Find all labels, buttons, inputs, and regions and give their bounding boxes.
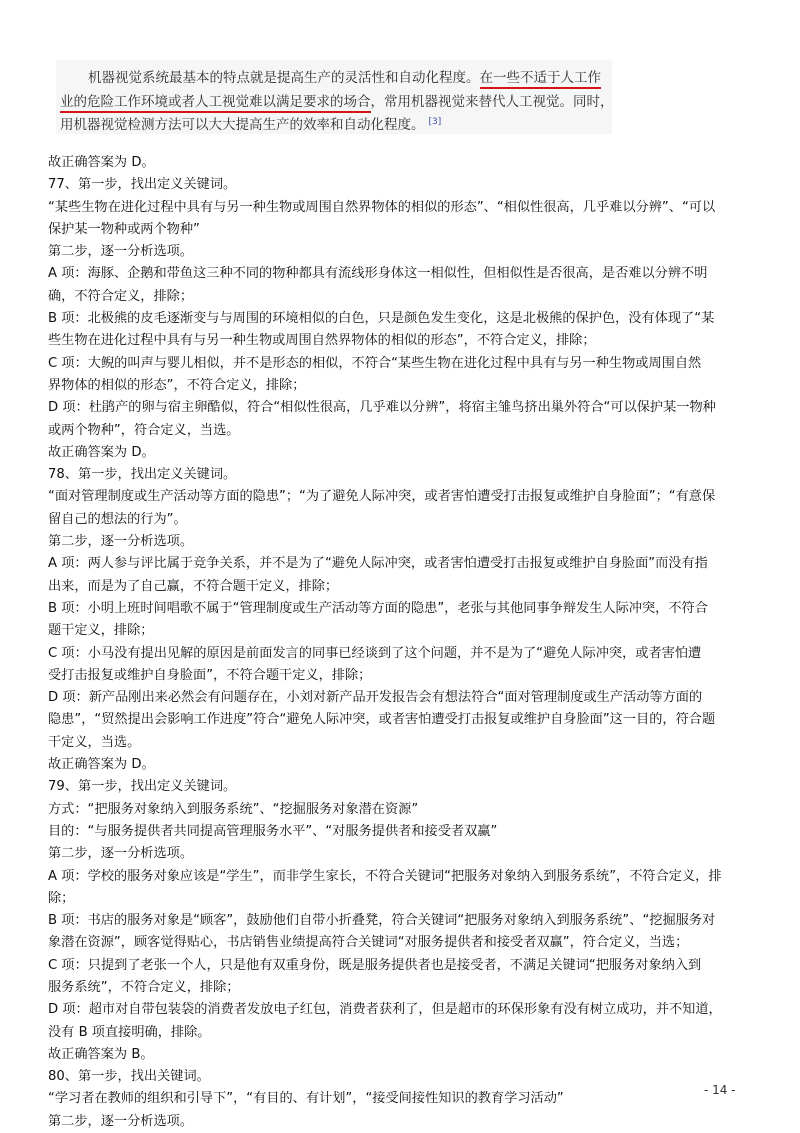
citation-marker[interactable]: [3] [428, 116, 442, 127]
text-line: D 项：超市对自带包装袋的消费者发放电子红包，消费者获利了，但是超市的环保形象有没有树立成功，并不知道， [48, 1002, 722, 1018]
text-line: 第二步，逐一分析选项。 [48, 1113, 194, 1129]
text-line: 除； [48, 890, 75, 906]
excerpt-text: ，常用机器视觉来替代人工视觉。同时， [370, 94, 614, 110]
text-line: 服务系统”，不符合定义，排除； [48, 979, 240, 995]
text-line: 78、第一步，找出定义关键词。 [48, 467, 237, 483]
text-line: 故正确答案为 D。 [48, 757, 155, 773]
text-line: 干定义，当选。 [48, 734, 141, 750]
text-line: 80、第一步，找出关键词。 [48, 1069, 210, 1085]
text-line: 隐患”，“贸然提出会影响工作进度”符合“避免人际冲突，或者害怕遭受打击报复或维护自身脸面”这一目的，符合题 [48, 712, 716, 728]
excerpt-text: 用机器视觉检测方法可以大大提高生产的效率和自动化程度。 [60, 117, 425, 133]
excerpt-line-3 [60, 113, 441, 133]
text-line: “某些生物在进化过程中具有与另一种生物或周围自然界物体的相似的形态”、“相似性很高，几乎难以分辨”、“可以 [48, 199, 716, 215]
text-line: D 项：杜鹃产的卵与宿主卵酷似，符合“相似性很高，几乎难以分辨”，将宿主雏鸟挤出巢外符合“可以保护某一物种 [48, 400, 716, 416]
text-line: C 项：只提到了老张一个人，只是他有双重身份，既是服务提供者也是接受者，不满足关键词“把服务对象纳入到 [48, 957, 702, 973]
text-line: 象潜在资源”，顾客觉得贴心，书店销售业绩提高符合关键词“对服务提供者和接受者双赢”，符合定义，当选； [48, 935, 689, 951]
text-line: 故正确答案为 B。 [48, 1046, 154, 1062]
text-line: “学习者在教师的组织和引导下”，“有目的、有计划”，“接受间接性知识的教育学习活动” [48, 1091, 564, 1107]
answer-explanations [48, 152, 760, 1133]
text-line: B 项：小明上班时间唱歌不属于“管理制度或生产活动等方面的隐患”，老张与其他同事争辩发生人际冲突，不符合 [48, 600, 708, 616]
text-line: 第二步，逐一分析选项。 [48, 534, 194, 550]
text-line: 没有 B 项直接明确，排除。 [48, 1024, 211, 1040]
text-line: A 项：海豚、企鹅和带鱼这三种不同的物种都具有流线形身体这一相似性，但相似性是否很高，是否难以分辨不明 [48, 266, 708, 282]
text-line: “面对管理制度或生产活动等方面的隐患”；“为了避免人际冲突，或者害怕遭受打击报复或维护自身脸面”；“有意保 [48, 489, 716, 505]
text-line: 些生物在进化过程中具有与另一种生物或周围自然界物体的相似的形态”，不符合定义，排除； [48, 333, 596, 349]
text-line: B 项：北极熊的皮毛逐渐变与与周围的环境相似的白色，只是颜色发生变化，这是北极熊的保护色，没有体现了“某 [48, 311, 715, 327]
page-number: - 14 - [704, 1083, 736, 1097]
text-line: 目的：“与服务提供者共同提高管理服务水平”、“对服务提供者和接受者双赢” [48, 823, 498, 839]
text-line: 79、第一步，找出定义关键词。 [48, 779, 237, 795]
text-line: C 项：大鲵的叫声与婴儿相似，并不是形态的相似，不符合“某些生物在进化过程中具有与另一种生物或周围自然 [48, 355, 702, 371]
text-line: 故正确答案为 D。 [48, 444, 155, 460]
text-line: B 项：书店的服务对象是“顾客”，鼓励他们自带小折叠凳，符合关键词“把服务对象纳入到服务系统”、“挖掘服务对 [48, 913, 716, 929]
text-line: 留自己的想法的行为”。 [48, 511, 187, 527]
text-line: 第二步，逐一分析选项。 [48, 846, 194, 862]
text-line: 界物体的相似的形态”，不符合定义，排除； [48, 377, 306, 393]
text-line: 77、第一步，找出定义关键词。 [48, 177, 237, 193]
text-line: C 项：小马没有提出见解的原因是前面发言的同事已经谈到了这个问题，并不是为了“避免人际冲突，或者害怕遭 [48, 645, 702, 661]
text-line: A 项：学校的服务对象应该是“学生”，而非学生家长，不符合关键词“把服务对象纳入到服务系统”，不符合定义，排 [48, 868, 722, 884]
text-line: 第二步，逐一分析选项。 [48, 244, 194, 260]
text-line: D 项：新产品刚出来必然会有问题存在，小刘对新产品开发报告会有想法符合“面对管理制度或生产活动等方面的 [48, 690, 703, 706]
excerpt-line-2 [60, 90, 614, 110]
text-line: A 项：两人参与评比属于竞争关系，并不是为了“避免人际冲突，或者害怕遭受打击报复或维护自身脸面”而没有指 [48, 556, 708, 572]
text-line: 保护某一物种或两个物种” [48, 221, 200, 237]
text-line: 或两个物种”，符合定义，当选。 [48, 422, 240, 438]
excerpt-text: 机器视觉系统最基本的特点就是提高生产的灵活性和自动化程度。 [88, 70, 480, 86]
excerpt-line-1 [88, 66, 601, 86]
excerpt-underlined-text: 业的危险工作环境或者人工视觉难以满足要求的场合 [60, 94, 371, 113]
text-line: 方式：“把服务对象纳入到服务系统”、“挖掘服务对象潜在资源” [48, 801, 419, 817]
quoted-excerpt-image [56, 60, 612, 134]
text-line: 受打击报复或维护自身脸面”，不符合题干定义，排除； [48, 667, 372, 683]
text-line: 确，不符合定义，排除； [48, 288, 194, 304]
excerpt-underlined-text: 在一些不适于人工作 [480, 70, 602, 89]
text-line: 题干定义，排除； [48, 623, 154, 639]
text-line: 出来，而是为了自己赢，不符合题干定义，排除； [48, 578, 339, 594]
text-line: 故正确答案为 D。 [48, 155, 155, 170]
